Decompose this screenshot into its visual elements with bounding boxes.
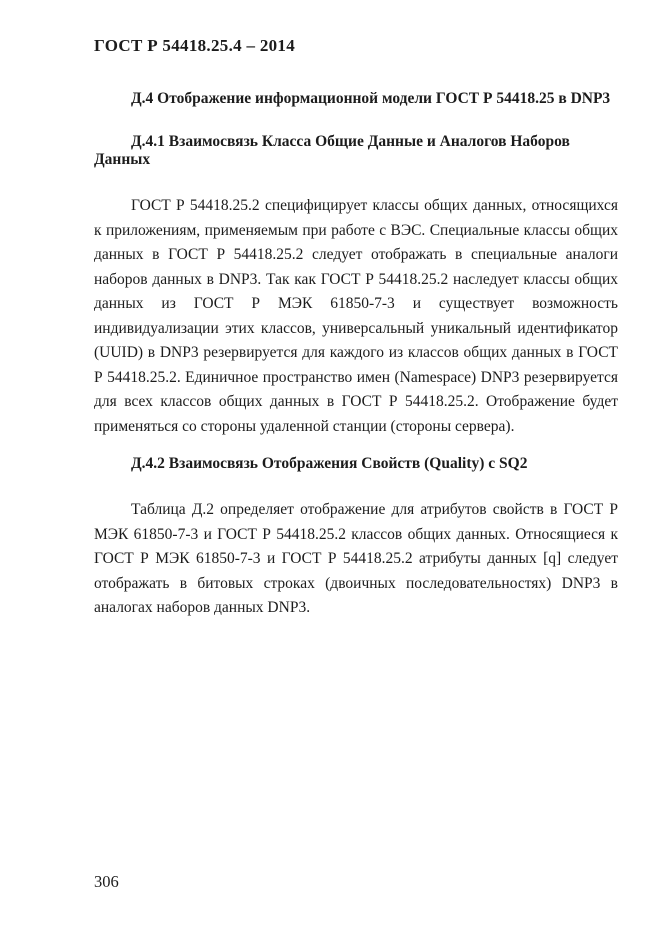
document-body xyxy=(94,90,618,637)
heading-d4-2: Д.4.2 Взаимосвязь Отображения Свойств (Quality) с SQ2 xyxy=(131,455,528,472)
heading-d4-1: Д.4.1 Взаимосвязь Класса Общие Данные и Аналогов Наборов Данных xyxy=(94,133,570,168)
paragraph-d4-2: Таблица Д.2 определяет отображение для атрибутов свойств в ГОСТ Р МЭК 61850-7-3 и ГОСТ Р 54418.25.2 классов общих данных. Относящиеся к ГОСТ Р МЭК 61850-7-3 и ГОСТ Р 54418.25.2 атрибуты данных [q] следует отображать в битовых строках (двоичных последовательностях) DNP3 в аналогах наборов данных DNP3. xyxy=(94,501,618,616)
running-header: ГОСТ Р 54418.25.4 – 2014 xyxy=(94,36,296,55)
heading-d4: Д.4 Отображение информационной модели ГОСТ Р 54418.25 в DNP3 xyxy=(131,90,611,107)
paragraph-d4-1: ГОСТ Р 54418.25.2 специфицирует классы общих данных, относящихся к приложениям, применяемым при работе с ВЭС. Специальные классы общих данных в ГОСТ Р 54418.25.2 следует отображать в специальные аналоги наборов данных в DNP3. Так как ГОСТ Р 54418.25.2 наследует классы общих данных из ГОСТ Р МЭК 61850-7-3 и существует возможность индивидуализации этих классов, универсальный уникальный идентификатор (UUID) в DNP3 резервируется для каждого из классов общих данных в ГОСТ Р 54418.25.2. Единичное пространство имен (Namespace) DNP3 резервируется для всех классов общих данных в ГОСТ Р 54418.25.2. Отображение будет применяться со стороны удаленной станции (стороны сервера). xyxy=(94,197,618,435)
page-number: 306 xyxy=(94,872,119,891)
